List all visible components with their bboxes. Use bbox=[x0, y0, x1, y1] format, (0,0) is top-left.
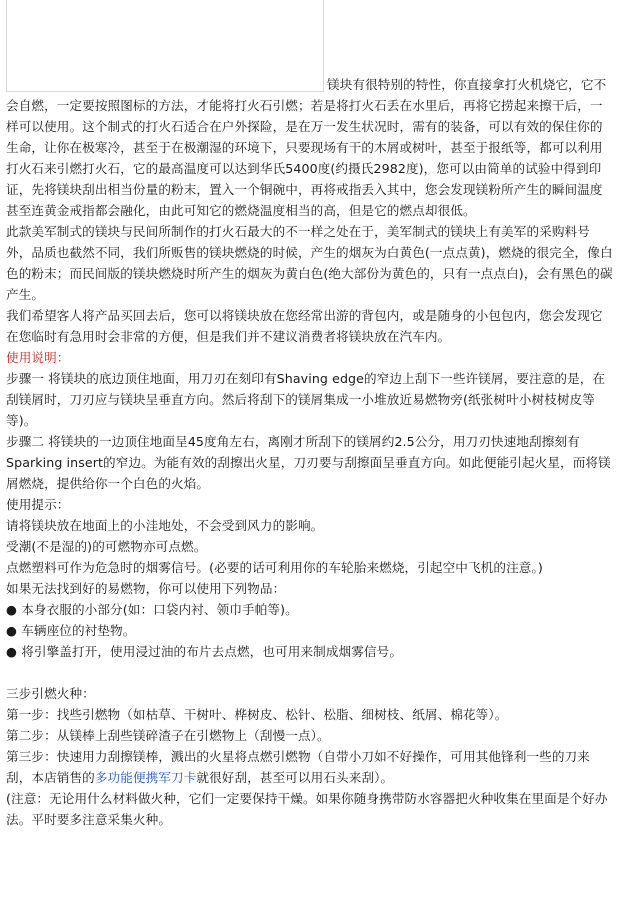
fire-step-2: 第二步：从镁棒上刮些镁碎渣子在引燃物上（刮慢一点）。 bbox=[6, 728, 330, 743]
tip-line: 请将镁块放在地面上的小洼地处，不会受到风力的影响。 bbox=[6, 518, 324, 533]
spacer bbox=[6, 662, 614, 683]
bullet-dot-icon: ● bbox=[6, 602, 18, 617]
intro-block bbox=[6, 0, 614, 221]
paragraph-recommendation: 我们希望客人将产品买回去后，您可以将镁块放在您经常出游的背包内，或是随身的小包包内，您会发现它在您临时有急用时会非常的方便，但是我们并不建议消费者将镁块放在汽车内。 bbox=[6, 308, 603, 344]
product-image-placeholder bbox=[6, 0, 324, 92]
fire-step-3-text-end: 就很好刮，甚至可以用石头来刮）。 bbox=[196, 770, 394, 785]
bullet-dot-icon: ● bbox=[6, 623, 18, 638]
bullet-text: 车辆座位的衬垫物。 bbox=[21, 623, 136, 638]
tip-line: 如果无法找到好的易燃物，你可以使用下列物品： bbox=[6, 581, 286, 596]
tip-line: 点燃塑料可作为危急时的烟雾信号。(必要的话可利用你的车轮胎来燃烧，引起空中飞机的注意。) bbox=[6, 560, 543, 575]
bullet-text: 将引擎盖打开，使用浸过油的布片去点燃，也可用来制成烟雾信号。 bbox=[21, 644, 403, 659]
product-description bbox=[6, 0, 614, 830]
usage-step-2: 步骤二 将镁块的一边顶住地面呈45度角左右，离刚才所刮下的镁屑约2.5公分，用刀刃快速地刮擦刻有Sparking insert的窄边。为能有效的刮擦出火星，刀刃要与刮擦面呈垂直方向。如此便能引起火星，而将镁屑燃烧，提供给你一个白色的火焰。 bbox=[6, 434, 611, 491]
bullet-dot-icon: ● bbox=[6, 644, 18, 659]
bullet-text: 本身衣服的小部分(如：口袋内衬、领巾手帕等)。 bbox=[21, 602, 298, 617]
bullet-item bbox=[6, 641, 614, 662]
fire-step-3 bbox=[6, 746, 614, 788]
tip-line: 受潮(不是湿的)的可燃物亦可点燃。 bbox=[6, 539, 207, 554]
intro-first-line: 镁块有很特别的特性，你直接拿打火机烧它，它 bbox=[327, 77, 594, 92]
usage-heading: 使用说明： bbox=[6, 350, 70, 365]
fire-step-3-text: 第三步：快速用力刮擦镁棒，溅出的火星将点燃引燃物（自带小刀如不好操作，可用其他锋利一些的刀来刮，本店销售的 bbox=[6, 749, 590, 785]
bullet-item bbox=[6, 599, 614, 620]
paragraph-military-vs-civil: 此款美军制式的镁块与民间所制作的打火石最大的不一样之处在于，美军制式的镁块上有美军的采购料号外，品质也截然不同，我们所贩售的镁块燃烧的时候，产生的烟灰为白黄色(一点点黄)，燃烧的很完全，像白色的粉末；而民间版的镁块燃烧时所产生的烟灰为黄白色(绝大部份为黄色的，只有一点点白)，会有黑色的碳产生。 bbox=[6, 224, 613, 302]
fire-step-1: 第一步：找些引燃物（如枯草、干树叶、桦树皮、松针、松脂、细树枝、纸屑、棉花等）。 bbox=[6, 707, 508, 722]
knife-card-link[interactable]: 多功能便携军刀卡 bbox=[94, 770, 197, 785]
fire-note: (注意：无论用什么材料做火种，它们一定要保持干燥。如果你随身携带防水容器把火种收集在里面是个好办法。平时要多注意采集火种。 bbox=[6, 791, 608, 827]
usage-step-1: 步骤一 将镁块的底边顶住地面，用刀刃在刻印有Shaving edge的窄边上刮下一些许镁屑，要注意的是，在刮镁屑时，刀刃应与镁块呈垂直方向。然后将刮下的镁屑集成一小堆放近易燃物旁(纸张树叶小树枝树皮等等)。 bbox=[6, 371, 606, 428]
tips-heading: 使用提示： bbox=[6, 497, 70, 512]
intro-text: 不会自燃，一定要按照图标的方法，才能将打火石引燃；若是将打火石丢在水里后，再将它捞起来擦干后，一样可以使用。这个制式的打火石适合在户外探险，是在万一发生状况时，需有的装备，可以有效的保住你的生命，让你在极寒冷，甚至于在极潮湿的环境下，只要现场有干的木屑或树叶，甚至于报纸等，都可以利用打火石来引燃打火石，它的最高温度可以达到华氏5400度(约摄氏2982度)，您可以由简单的试验中得到印证，先将镁块刮出相当份量的粉末，置入一个铜碗中，再将戒指丢入其中，您会发现镁粉所产生的瞬间温度甚至连黄金戒指都会融化，由此可知它的燃烧温度相当的高，但是它的燃点却很低。 bbox=[6, 77, 607, 218]
fire-heading: 三步引燃火种： bbox=[6, 686, 95, 701]
bullet-item bbox=[6, 620, 614, 641]
